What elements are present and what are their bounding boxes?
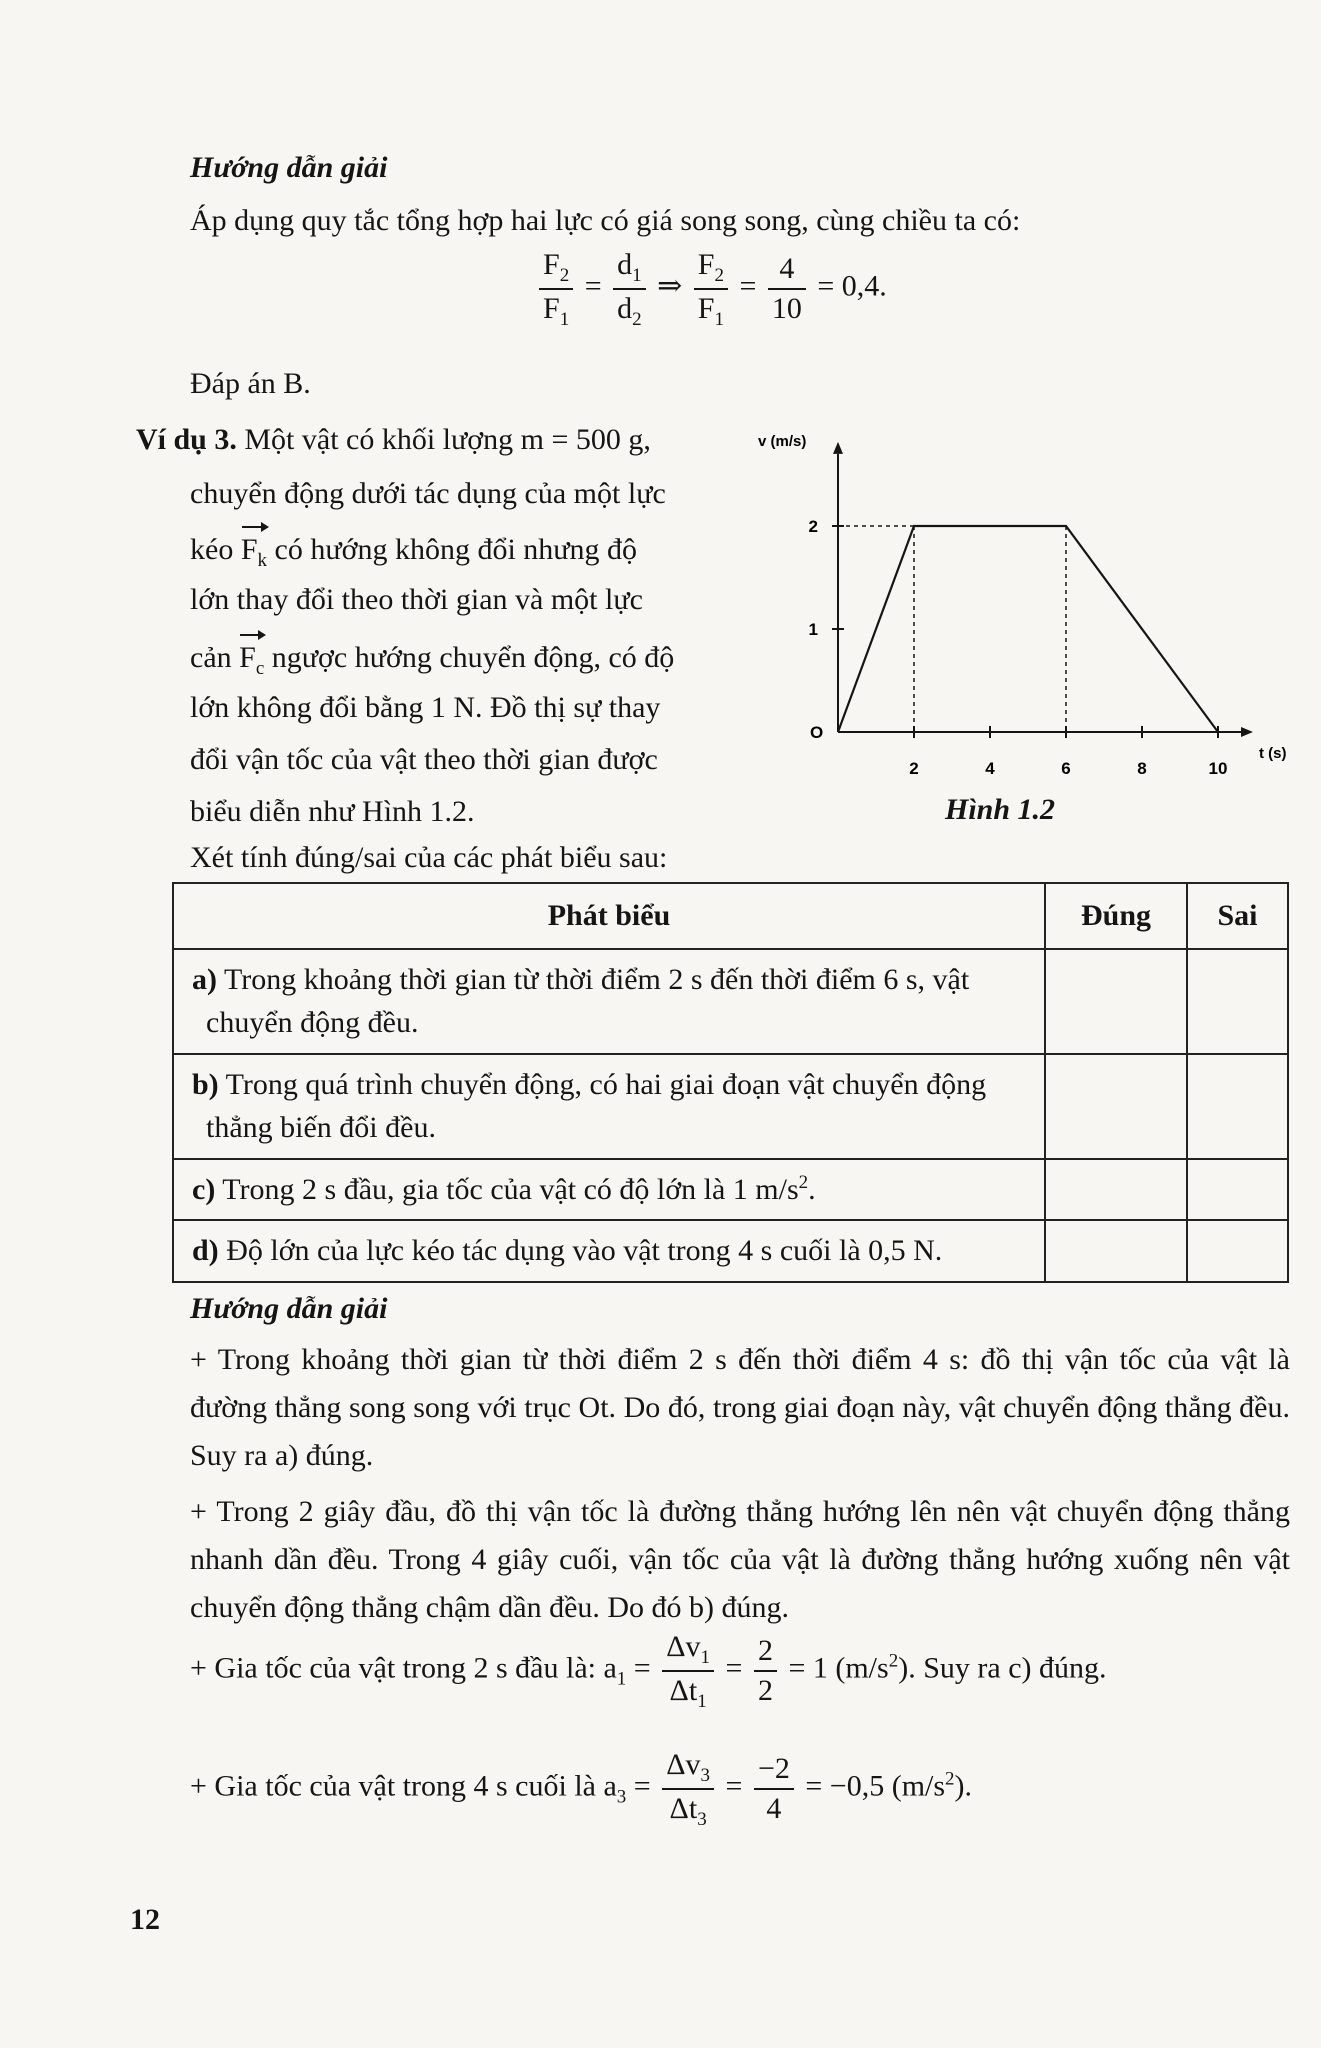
table-header-row bbox=[173, 883, 1288, 949]
header-statement: Phát biểu bbox=[173, 883, 1045, 949]
solution-intro: Áp dụng quy tắc tổng hợp hai lực có giá song song, cùng chiều ta có: bbox=[190, 204, 1021, 237]
x-tick-label: 4 bbox=[985, 759, 995, 778]
y-tick-label: 1 bbox=[808, 620, 818, 639]
y-axis-arrow bbox=[833, 442, 843, 454]
x-tick-label: 10 bbox=[1208, 759, 1228, 778]
cell-false-a[interactable] bbox=[1187, 949, 1288, 1054]
table-row bbox=[173, 949, 1288, 1054]
velocity-time-chart bbox=[720, 420, 1290, 790]
cell-true-b[interactable] bbox=[1045, 1054, 1187, 1159]
example-line-7: đổi vận tốc của vật theo thời gian được bbox=[190, 743, 658, 776]
cell-false-c[interactable] bbox=[1187, 1159, 1288, 1221]
solution-paragraph-1: + Trong khoảng thời gian từ thời điểm 2 s đến thời điểm 4 s: đồ thị vận tốc của vật là đường thẳng song song với trục Ot. Do đó, trong giai đoạn này, vật chuyển động thẳng đều. Suy ra a) đúng. bbox=[190, 1343, 1290, 1472]
table-row bbox=[173, 1220, 1288, 1282]
y-tick-label: 2 bbox=[808, 517, 818, 536]
answer-line: Đáp án B. bbox=[190, 367, 311, 400]
task-prompt: Xét tính đúng/sai của các phát biểu sau: bbox=[190, 841, 668, 874]
example-line-4: lớn thay đổi theo thời gian và một lực bbox=[190, 583, 643, 616]
solution-paragraph-3: + Gia tốc của vật trong 2 s đầu là: $a_1$ = $\frac{\Delta v_1}{\Delta t_1}$ = $\frac{2}{2}$ = 1 $(m/s^2)$. Suy ra c) đúng. bbox=[190, 1630, 1107, 1712]
solution-heading-2: Hướng dẫn giải bbox=[190, 1292, 388, 1325]
origin-label: O bbox=[810, 723, 824, 742]
table-row bbox=[173, 1159, 1288, 1221]
cell-false-d[interactable] bbox=[1187, 1220, 1288, 1282]
x-tick-label: 8 bbox=[1137, 759, 1147, 778]
cell-true-d[interactable] bbox=[1045, 1220, 1187, 1282]
page-number: 12 bbox=[130, 1903, 160, 1936]
example-first-line bbox=[136, 418, 651, 462]
velocity-line bbox=[838, 526, 1218, 732]
statement-a: a) Trong khoảng thời gian từ thời điểm 2 s đến thời điểm 6 s, vật chuyển động đều. bbox=[173, 949, 1045, 1054]
x-axis-label: t (s) bbox=[1259, 745, 1287, 762]
statement-c: c) Trong 2 s đầu, gia tốc của vật có độ lớn là 1 $m/s^2$. bbox=[173, 1159, 1045, 1221]
figure-caption: Hình 1.2 bbox=[945, 793, 1056, 826]
example-line-5: cản $F_c$ ngược hướng chuyển động, có độ bbox=[190, 630, 674, 683]
example-line-8: biểu diễn như Hình 1.2. bbox=[190, 795, 475, 828]
solution-paragraph-2: + Trong 2 giây đầu, đồ thị vận tốc là đường thẳng hướng lên nên vật chuyển động thẳng nhanh dần đều. Trong 4 giây cuối, vận tốc của vật là đường thẳng hướng xuống nên vật chuyển động thẳng chậm dần đều. Do đó b) đúng. bbox=[190, 1495, 1290, 1624]
solution-heading: Hướng dẫn giải bbox=[190, 151, 388, 184]
statements-table bbox=[172, 882, 1289, 1283]
statement-b: b) Trong quá trình chuyển động, có hai giai đoạn vật chuyển động thẳng biến đổi đều. bbox=[173, 1054, 1045, 1159]
example-line-6: lớn không đổi bằng 1 N. Đồ thị sự thay bbox=[190, 691, 661, 724]
example-line-2: chuyển động dưới tác dụng của một lực bbox=[190, 477, 666, 510]
y-axis-label: v (m/s) bbox=[758, 432, 807, 450]
cell-false-b[interactable] bbox=[1187, 1054, 1288, 1159]
x-tick-label: 2 bbox=[909, 759, 919, 778]
example-line-3: kéo $F_k$ có hướng không đổi nhưng độ bbox=[190, 522, 637, 575]
statement-d: d) Độ lớn của lực kéo tác dụng vào vật trong 4 s cuối là 0,5 N. bbox=[173, 1220, 1045, 1282]
table-row bbox=[173, 1054, 1288, 1159]
cell-true-c[interactable] bbox=[1045, 1159, 1187, 1221]
equation-result: = 0,4. bbox=[817, 269, 887, 303]
solution-paragraph-4: + Gia tốc của vật trong 4 s cuối là $a_3$ = $\frac{\Delta v_3}{\Delta t_3}$ = $\frac{-2}{4}$ = −0,5 $(m/s^2)$. bbox=[190, 1748, 973, 1830]
x-tick-label: 6 bbox=[1061, 759, 1071, 778]
example-line-1: Một vật có khối lượng m = 500 g, bbox=[244, 423, 651, 456]
header-true: Đúng bbox=[1045, 883, 1187, 949]
header-false: Sai bbox=[1187, 883, 1288, 949]
example-label: Ví dụ 3. bbox=[136, 423, 237, 456]
cell-true-a[interactable] bbox=[1045, 949, 1187, 1054]
equation-force-ratio: $\frac{F_2}{F_1}$ = $\frac{d_1}{d_2}$ ⇒ $\frac{F_2}{F_1}$ = $\frac{4}{10}$ = 0,4. bbox=[535, 246, 887, 332]
x-axis-arrow bbox=[1241, 727, 1253, 737]
